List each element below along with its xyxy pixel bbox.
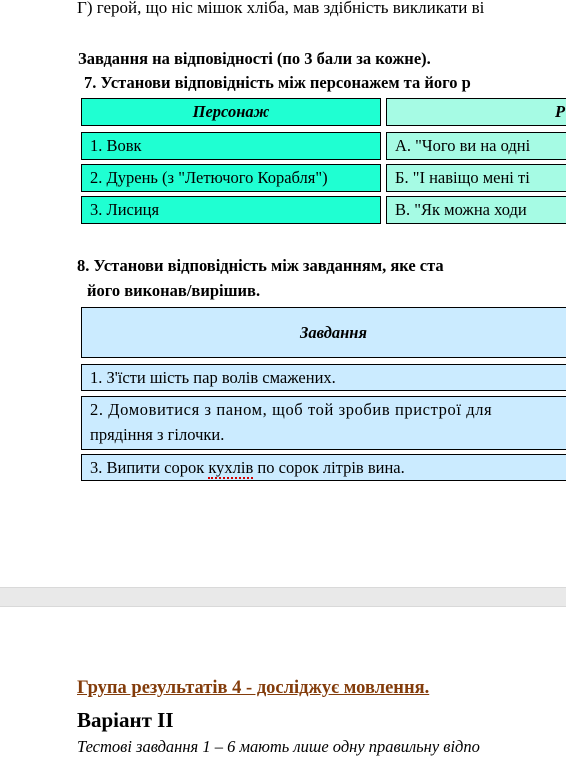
group-title: Група результатів 4 - досліджує мовлення.: [77, 678, 430, 698]
q7-row-3-replica: В. "Як можна ходи: [386, 196, 566, 224]
section-title: Завдання на відповідності (по 3 бали за кожне).: [78, 49, 431, 68]
page-break-gap: [0, 587, 566, 607]
previous-answer-line: Г) герой, що ніс мішок хліба, мав здібність викликати ві: [77, 0, 485, 17]
q7-header-character: Персонаж: [81, 98, 381, 126]
q7-row-2-replica: Б. "І навіщо мені ті: [386, 164, 566, 192]
q8-row-3-text-a: 3. Випити сорок: [90, 458, 209, 477]
test-instructions: Тестові завдання 1 – 6 мають лише одну правильну відпо: [77, 737, 480, 756]
q7-row-3-character: 3. Лисиця: [81, 196, 381, 224]
q8-row-1: 1. З'їсти шість пар волів смажених.: [81, 364, 566, 391]
variant-heading: Варіант ІІ: [77, 708, 174, 732]
question-8-text-line2: його виконав/вирішив.: [87, 281, 261, 300]
spellcheck-word: кухлів: [208, 458, 254, 477]
q7-row-2-character: 2. Дурень (з "Летючого Корабля"): [81, 164, 381, 192]
question-7-text: 7. Установи відповідність між персонажем та його р: [84, 73, 471, 92]
question-8-text: 8. Установи відповідність між завданням, яке ста: [77, 256, 444, 275]
q8-row-3: [81, 454, 566, 481]
q8-row-2: [81, 396, 566, 450]
q8-row-3-text-b: по сорок літрів вина.: [253, 458, 405, 477]
q7-row-1-replica: А. "Чого ви на одні: [386, 132, 566, 160]
q8-row-2-line-2: прядіння з гілочки.: [90, 425, 225, 444]
q7-header-replica: Р: [386, 98, 566, 126]
q8-header-task: Завдання: [81, 307, 566, 358]
q8-row-2-line-1: 2. Домовитися з паном, щоб той зробив пристрої для: [90, 400, 493, 419]
q7-row-1-character: 1. Вовк: [81, 132, 381, 160]
